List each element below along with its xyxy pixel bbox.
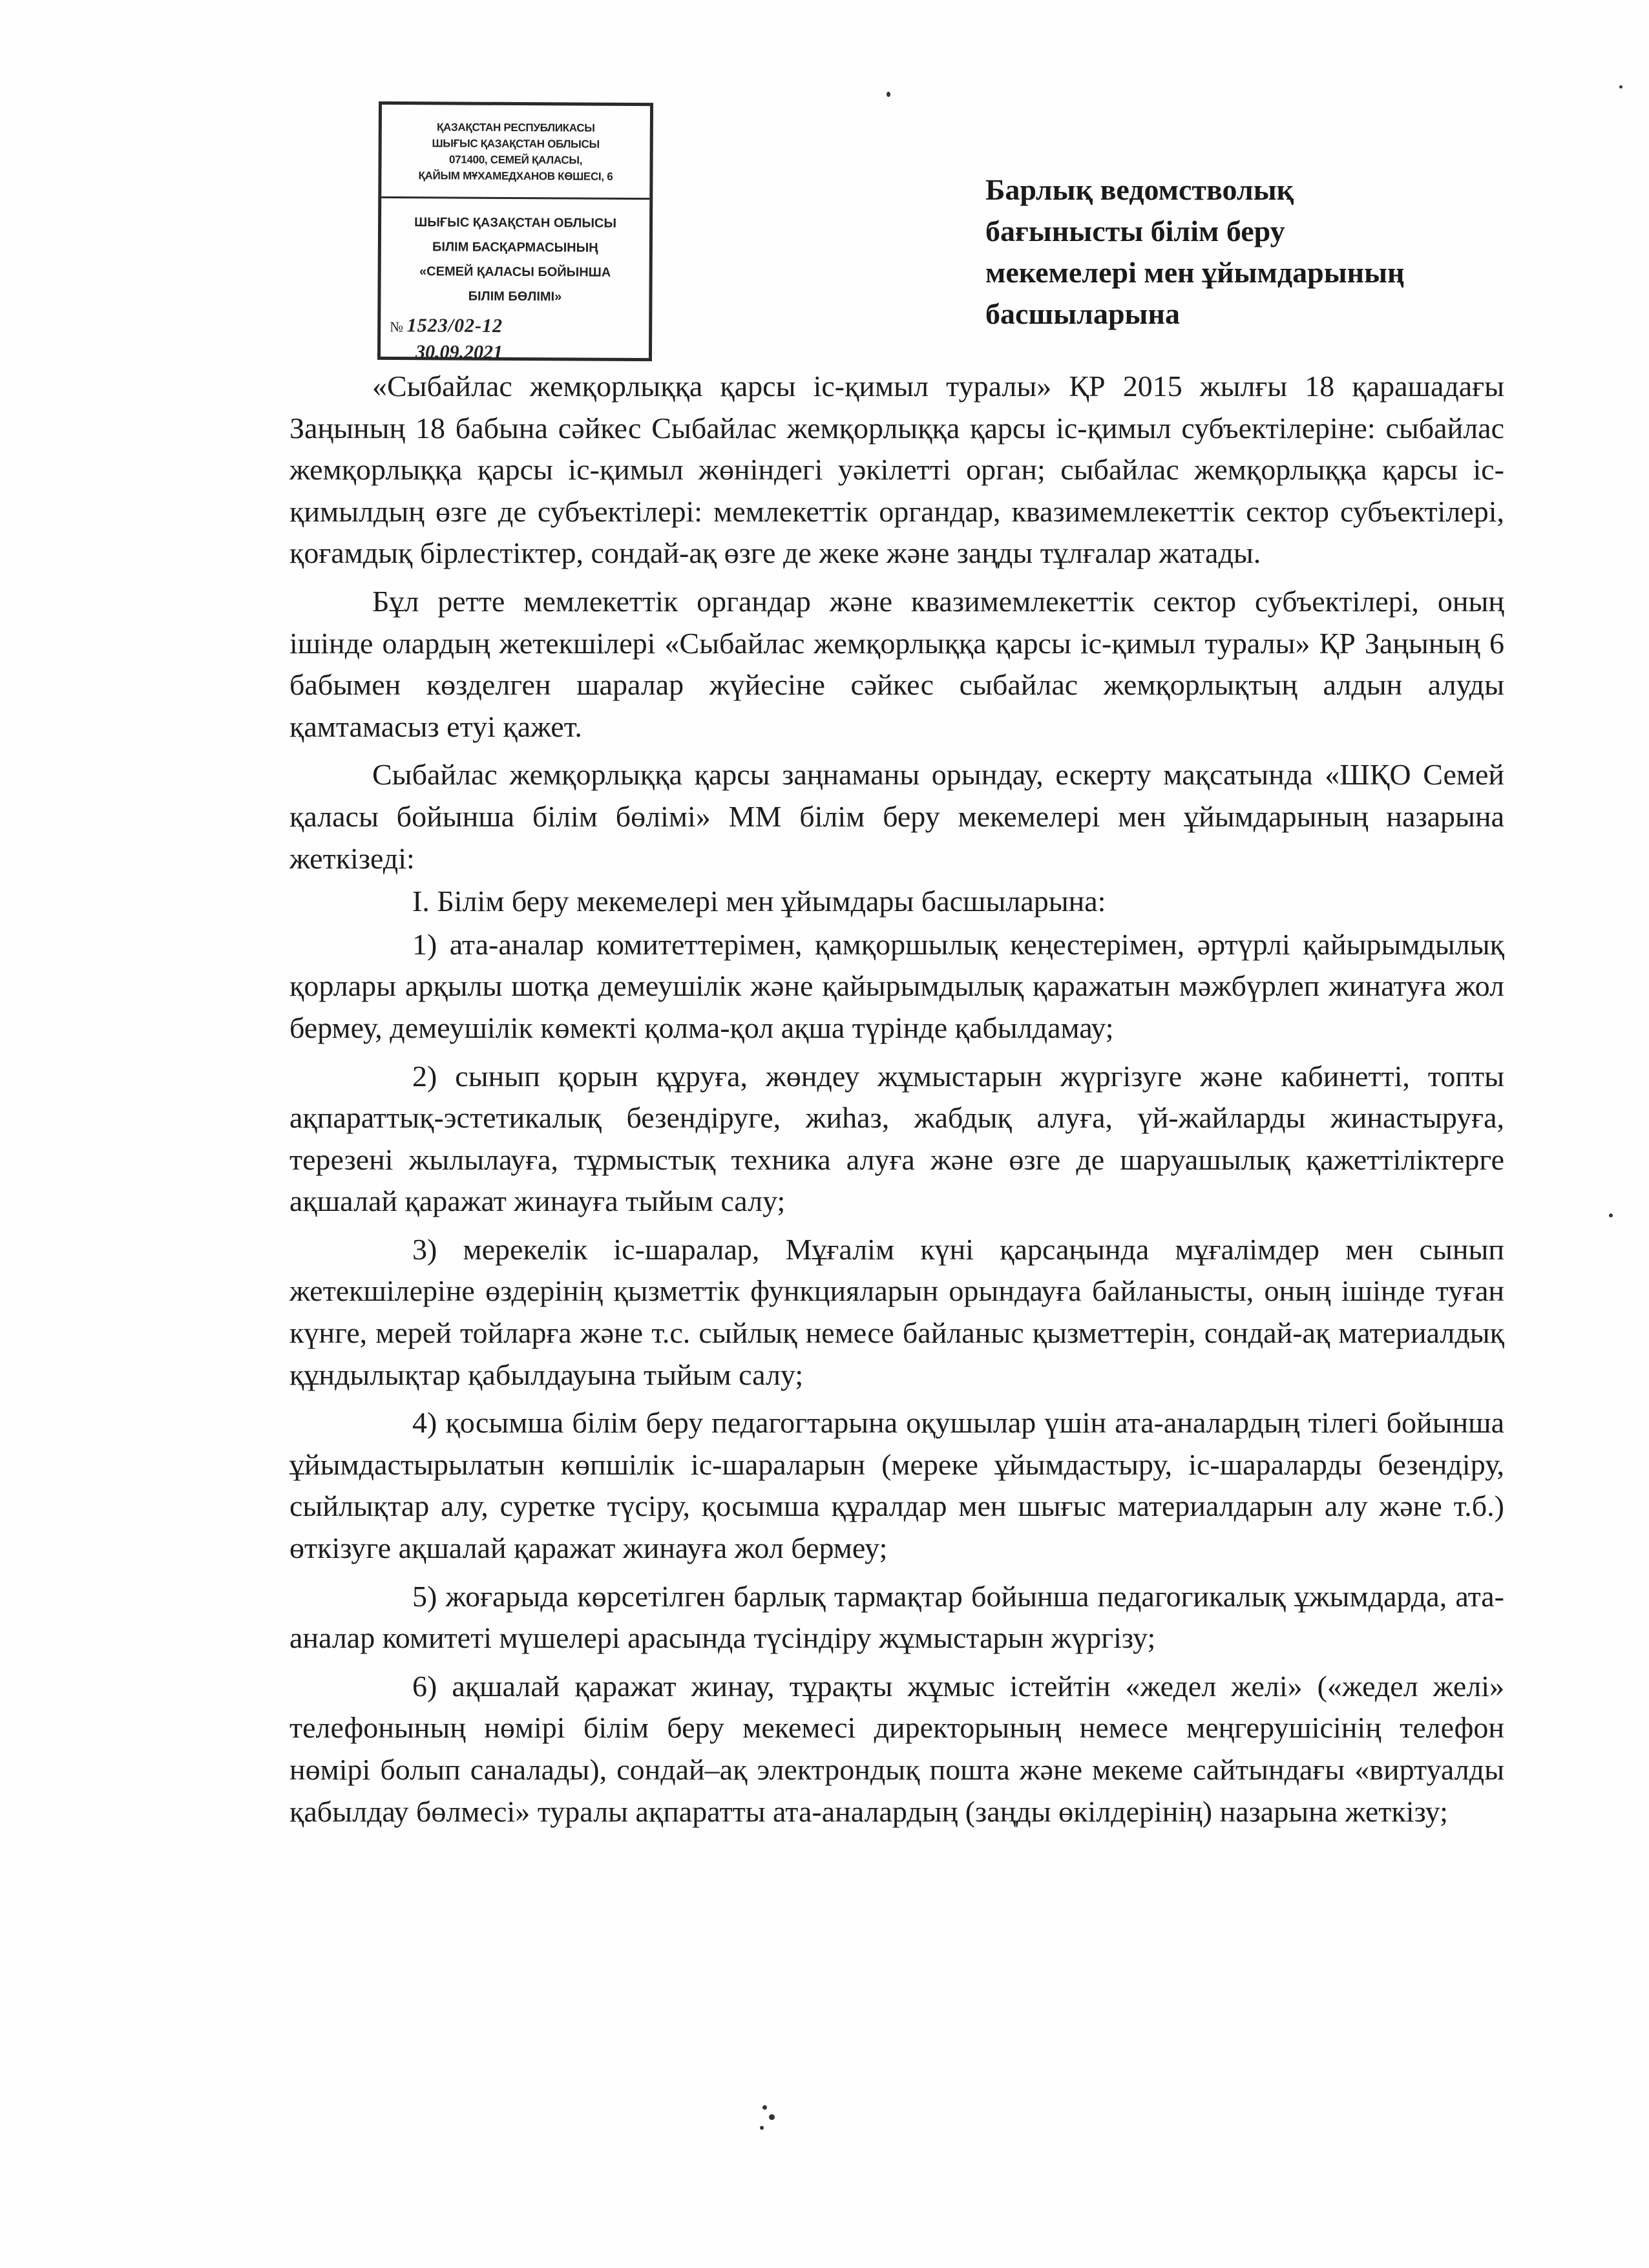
- stamp-org-line: БІЛІМ БӨЛІМІ»: [468, 289, 562, 304]
- stamp-reg-prefix: №: [390, 318, 404, 335]
- section-heading: І. Білім беру мекемелері мен ұйымдары басшыларына:: [412, 885, 1106, 918]
- letter-body: [289, 366, 1504, 1839]
- scan-speck: [760, 2126, 764, 2130]
- stamp-header-line: ҚАЗАҚСТАН РЕСПУБЛИКАСЫ: [436, 121, 595, 134]
- stamp-header-line: ҚАЙЫМ МҰХАМЕДХАНОВ КӨШЕСІ, 6: [418, 169, 613, 183]
- stamp-reg-number: 1523/02-12: [406, 315, 503, 337]
- scan-speck: [762, 2105, 767, 2110]
- list-item: 3) мерекелік іс-шаралар, Мұғалім күні қарсаңында мұғалімдер мен сынып жетекшілеріне өздерінің қызметтік функцияларын орындауға байланысты, оның ішінде туған күнге, мерей тойларға және т.с. сыйлық немесе байланыс қызметтерін, сондай-ақ материалдық құндылықтар қабылдауына тыйым салу;: [289, 1232, 1504, 1391]
- scan-speck: [1619, 85, 1623, 89]
- addressee-line: Барлық ведомстволық: [985, 173, 1294, 206]
- addressee-block: [985, 169, 1451, 335]
- list-item: 6) ақшалай қаражат жинау, тұрақты жұмыс істейтін «жедел желі» («жедел желі» телефонының нөмірі білім беру мекемесі директорының немесе меңгерушісінің телефон нөмірі болып саналады), сондай–ақ электрондық пошта және мекеме сайтындағы «виртуалды қабылдау бөлмесі» туралы ақпаратты ата-аналардың (заңды өкілдерінің) назарына жеткізу;: [289, 1669, 1504, 1828]
- scan-speck: [1609, 1213, 1613, 1217]
- registration-stamp: [377, 101, 653, 361]
- stamp-header-line: ШЫҒЫС ҚАЗАҚСТАН ОБЛЫСЫ: [432, 137, 600, 151]
- list-item: 1) ата-аналар комитеттерімен, қамқоршылық кеңестерімен, әртүрлі қайырымдылық қорлары арқылы шотқа демеушілік және қайырымдылық қаражатын мәжбүрлеп жинатуға жол бермеу, демеушілік көмекті қолма-қол ақша түрінде қабылдамау;: [289, 927, 1504, 1044]
- addressee-line: мекемелері мен ұйымдарының: [985, 256, 1405, 289]
- addressee-line: басшыларына: [985, 297, 1180, 330]
- scan-speck: [769, 2114, 775, 2120]
- addressee-line: бағынысты білім беру: [985, 215, 1285, 247]
- list-item: 4) қосымша білім беру педагогтарына оқушылар үшін ата-аналардың тілегі бойынша ұйымдастырылатын көпшілік іс-шараларын (мереке ұйымдастыру, іс-шараларды безендіру, сыйлықтар алу, суретке түсіру, қосымша құралдар мен шығыс материалдарын алу және т.б.) өткізуге ақшалай қаражат жинауға жол бермеу;: [289, 1406, 1504, 1565]
- body-paragraph: Сыбайлас жемқорлыққа қарсы заңнаманы орындау, ескерту мақсатында «ШҚО Семей қаласы бойынша білім бөлімі» ММ білім беру мекемелері мен ұйымдарының назарына жеткізеді:: [289, 758, 1504, 875]
- scan-speck: [887, 92, 890, 97]
- stamp-org-line: ШЫҒЫС ҚАЗАҚСТАН ОБЛЫСЫ: [414, 215, 617, 231]
- stamp-org-line: БІЛІМ БАСҚАРМАСЫНЫҢ: [432, 240, 598, 255]
- stamp-registration-number: [390, 316, 640, 338]
- body-paragraph: «Сыбайлас жемқорлыққа қарсы іс-қимыл туралы» ҚР 2015 жылғы 18 қарашадағы Заңының 18 бабына сәйкес Сыбайлас жемқорлыққа қарсы іс-қимыл субъектілеріне: сыбайлас жемқорлыққа қарсы іс-қимыл жөніндегі уәкілетті орган; сыбайлас жемқорлыққа қарсы іс-қимылдың өзге де субъектілері: мемлекеттік органдар, квазимемлекеттік сектор субъектілері, қоғамдық бірлестіктер, сондай-ақ өзге де жеке және заңды тұлғалар жатады.: [289, 370, 1504, 570]
- body-paragraph: Бұл ретте мемлекеттік органдар және квазимемлекеттік сектор субъектілері, оның ішінде олардың жетекшілері «Сыбайлас жемқорлыққа қарсы іс-қимыл туралы» ҚР Заңының 6 бабымен көзделген шаралар жүйесіне сәйкес сыбайлас жемқорлықтың алдын алуды қамтамасыз етуі қажет.: [289, 584, 1504, 743]
- list-item: 2) сынып қорын құруға, жөндеу жұмыстарын жүргізуге және кабинетті, топты ақпараттық-эстетикалық безендіруге, жиһаз, жабдық алуға, үй-жайларды жинастыруға, терезені жылылауға, тұрмыстық техника алуға және өзге де шаруашылық қажеттіліктерге ақшалай қаражат жинауға тыйым салу;: [289, 1059, 1504, 1218]
- stamp-header-line: 071400, СЕМЕЙ ҚАЛАСЫ,: [448, 153, 583, 167]
- stamp-org-line: «СЕМЕЙ ҚАЛАСЫ БОЙЫНША: [419, 264, 611, 280]
- stamp-registration-date: 30.09.2021: [415, 341, 503, 363]
- stamp-divider: [381, 196, 649, 200]
- list-item: 5) жоғарыда көрсетілген барлық тармақтар бойынша педагогикалық ұжымдарда, ата-аналар комитеті мүшелері арасында түсіндіру жұмыстарын жүргізу;: [289, 1579, 1504, 1655]
